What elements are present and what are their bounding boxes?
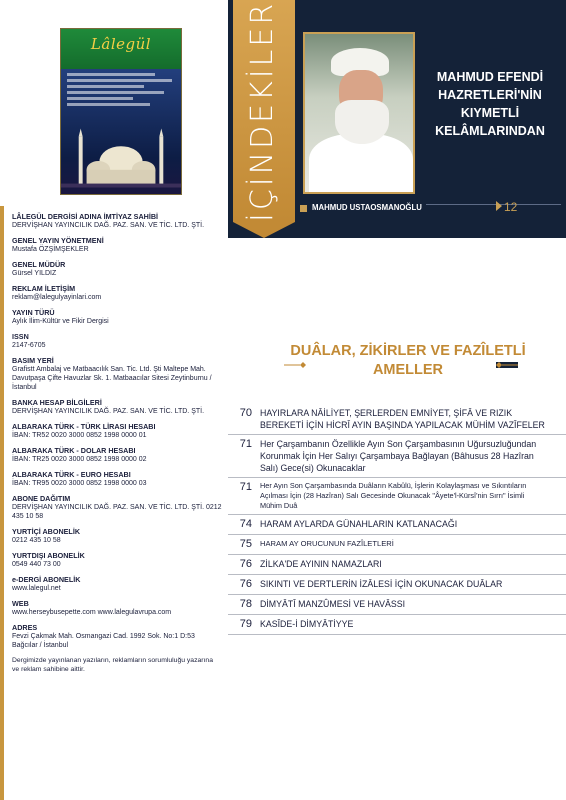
toc-page: 76	[239, 578, 252, 590]
toc-entry[interactable]	[228, 478, 566, 515]
imprint-bank-usd	[12, 446, 222, 464]
toc-title: DİMYÂTÎ MANZÛMESİ VE HAVÂSSI	[260, 599, 406, 609]
imprint-value: 2147-6705	[12, 342, 46, 349]
imprint-value: İBAN: TR52 0020 3000 0852 1998 0000 01	[12, 432, 147, 439]
ornament-right-icon	[496, 362, 518, 368]
cover-headlines	[67, 73, 177, 109]
toc-page: 74	[239, 518, 252, 530]
imprint-bank	[12, 398, 222, 416]
imprint-list	[0, 206, 228, 800]
toc-title: KASÎDE-İ DİMYÂTİYYE	[260, 619, 354, 629]
feature-article-title[interactable]: MAHMUD EFENDİ HAZRETLERİ'NİN KIYMETLİ KELÂMLARINDAN	[435, 70, 545, 138]
author-photo	[303, 32, 415, 194]
section-title: DUÂLAR, ZİKİRLER VE FAZÎLETLİ AMELLER	[290, 343, 526, 378]
imprint-value: Gürsel YILDIZ	[12, 270, 57, 277]
toc-page: 75	[239, 538, 252, 550]
toc-entry[interactable]	[228, 515, 566, 535]
imprint-label: GENEL MÜDÜR	[12, 260, 66, 269]
toc-entry[interactable]	[228, 595, 566, 615]
imprint-value: DERVİŞHAN YAYINCILIK DAĞ. PAZ. SAN. VE TİC. LTD. ŞTİ. 0212 435 10 58	[12, 504, 222, 520]
toc-title: ZİLKA'DE AYININ NAMAZLARI	[260, 559, 382, 569]
magazine-cover-image	[60, 28, 182, 195]
contents-title: İÇİNDEKİLER	[245, 0, 280, 222]
imprint-label: ALBARAKA TÜRK - EURO HESABI	[12, 470, 131, 479]
imprint-disclaimer: Dergimizde yayınlanan yazıların, reklamların sorumluluğu yazarına ve reklam sahibine aittir.	[12, 657, 213, 673]
bullet-square-icon	[300, 205, 307, 212]
imprint-label: LÂLEGÜL DERGİSİ ADINA İMTİYAZ SAHİBİ	[12, 212, 159, 221]
imprint-value: İBAN: TR25 0020 3000 0852 1998 0000 02	[12, 456, 147, 463]
toc-title: HARAM AY ORUCUNUN FAZÎLETLERİ	[260, 539, 394, 548]
ribbon-tip	[233, 222, 295, 238]
imprint-bank-try	[12, 422, 222, 440]
imprint-label: BASIM YERİ	[12, 356, 54, 365]
imprint-address	[12, 623, 222, 650]
imprint-value: Fevzi Çakmak Mah. Osmangazi Cad. 1992 Sok. No:1 D:53 Bağcılar / İstanbul	[12, 633, 195, 649]
imprint-label: ISSN	[12, 332, 29, 341]
imprint-value: reklam@lalegulyayinlari.com	[12, 294, 102, 301]
imprint-owner	[12, 212, 222, 230]
imprint-label: ALBARAKA TÜRK - DOLAR HESABI	[12, 446, 136, 455]
imprint-value: Aylık İlim-Kültür ve Fikir Dergisi	[12, 318, 109, 325]
toc-page: 76	[239, 558, 252, 570]
imprint-edergi	[12, 575, 222, 593]
feature-author-row	[300, 202, 562, 216]
imprint-issn	[12, 332, 222, 350]
imprint-label: BANKA HESAP BİLGİLERİ	[12, 398, 102, 407]
toc-page: 71	[239, 438, 252, 450]
photo-beard	[335, 100, 389, 144]
author-name: MAHMUD USTAOSMANOĞLU	[312, 203, 422, 212]
toc-page: 70	[239, 407, 252, 419]
imprint-label: GENEL YAYIN YÖNETMENİ	[12, 236, 104, 245]
cover-logo: Lâlegül	[90, 35, 152, 53]
toc-entry[interactable]	[228, 575, 566, 595]
toc-page: 79	[239, 618, 252, 630]
imprint-label: ADRES	[12, 623, 38, 632]
imprint-label: e-DERGİ ABONELİK	[12, 575, 81, 584]
mosque-illustration	[61, 128, 181, 188]
imprint-web	[12, 599, 222, 617]
feature-page-number[interactable]	[496, 200, 517, 214]
table-of-contents	[228, 404, 566, 635]
imprint-value: DERVİŞHAN YAYINCILIK DAĞ. PAZ. SAN. VE TİC. LTD. ŞTİ.	[12, 408, 205, 415]
imprint-abroad	[12, 551, 222, 569]
imprint-value: Grafistt Ambalaj ve Matbaacılık San. Tic. Ltd. Şti Maltepe Mah. Davutpaşa Çifte Havuzlar Sk. 1. Matbaacılar Sitesi Zeytinburnu / İstanbul	[12, 366, 212, 391]
toc-page: 78	[239, 598, 252, 610]
imprint-label: YURTDIŞI ABONELİK	[12, 551, 85, 560]
imprint-value: 0549 440 73 00	[12, 561, 61, 568]
imprint-domestic	[12, 527, 222, 545]
imprint-distribution	[12, 494, 222, 521]
imprint-value: Mustafa ÖZŞİMŞEKLER	[12, 246, 89, 253]
imprint-label: YAYIN TÜRÜ	[12, 308, 55, 317]
imprint-label: YURTİÇİ ABONELİK	[12, 527, 81, 536]
toc-title: Her Ayın Son Çarşambasında Duâların Kabûlü, İşlerin Kolaylaşması ve Sıkıntıların Açılması İçin (28 Hazîran) Salı Gecesinde Okunacak "Âyete'l-Kürsî'nin Sırrı" İsimli Mühim Duâ	[260, 481, 527, 510]
imprint-label: WEB	[12, 599, 29, 608]
ornament-left-icon	[284, 362, 306, 368]
toc-title: HAYIRLARA NÂİLİYET, ŞERLERDEN EMNİYET, ŞİFÂ VE RIZIK BEREKETİ İÇİN HİCRÎ AYIN BAŞINDA YAPILACAK MÜHİM VAZÎFELER	[260, 408, 545, 430]
imprint-value: 0212 435 10 58	[12, 537, 61, 544]
toc-title: SIKINTI VE DERTLERİN İZÂLESİ İÇİN OKUNACAK DUÂLAR	[260, 579, 503, 589]
imprint-column	[0, 0, 228, 800]
toc-title: Her Çarşambanın Özellikle Ayın Son Çarşambasının Uğursuzluğundan Korunmak İçin Her Salıyı Çarşambaya Bağlayan (Bâhusus 28 Hazîran Salı) Gece(si) Okunacaklar	[260, 439, 537, 473]
page-number-text: 12	[504, 200, 518, 214]
imprint-bank-eur	[12, 470, 222, 488]
triangle-right-icon	[496, 201, 502, 211]
toc-entry[interactable]	[228, 615, 566, 635]
imprint-label: ALBARAKA TÜRK - TÜRK LİRASI HESABI	[12, 422, 156, 431]
toc-entry[interactable]	[228, 555, 566, 575]
toc-entry[interactable]	[228, 535, 566, 555]
imprint-editor	[12, 236, 222, 254]
imprint-ads	[12, 284, 222, 302]
imprint-value: DERVİŞHAN YAYINCILIK DAĞ. PAZ. SAN. VE TİC. LTD. ŞTİ.	[12, 222, 205, 229]
toc-page: 71	[239, 481, 252, 493]
imprint-printer	[12, 356, 222, 392]
imprint-value: İBAN: TR95 0020 3000 0852 1998 0000 03	[12, 480, 147, 487]
imprint-value: www.herseybusepette.com www.lalegulavrupa.com	[12, 609, 172, 616]
imprint-label: REKLAM İLETİŞİM	[12, 284, 76, 293]
imprint-type	[12, 308, 222, 326]
toc-entry[interactable]	[228, 435, 566, 478]
imprint-value: www.lalegul.net	[12, 585, 61, 592]
toc-entry[interactable]	[228, 404, 566, 435]
imprint-manager	[12, 260, 222, 278]
toc-title: HARAM AYLARDA GÜNAHLARIN KATLANACAĞI	[260, 519, 458, 529]
section-panel	[228, 238, 566, 800]
imprint-label: ABONE DAĞITIM	[12, 494, 71, 503]
